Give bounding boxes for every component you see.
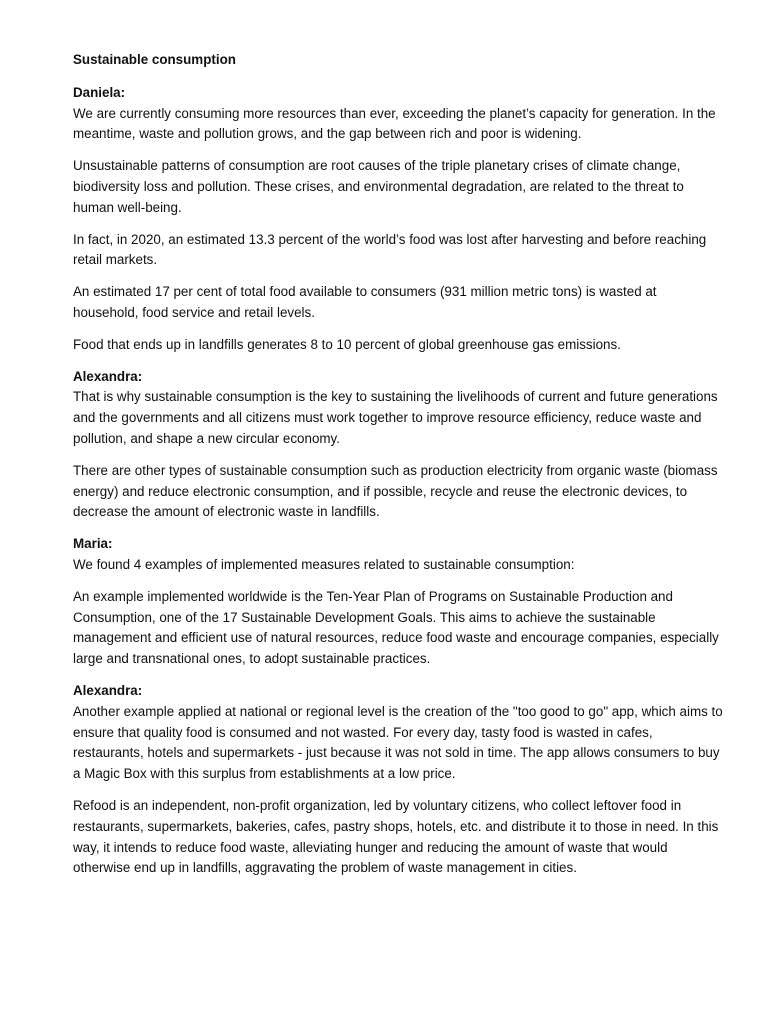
speaker-label: Alexandra:: [73, 682, 143, 698]
paragraph: In fact, in 2020, an estimated 13.3 percent of the world’s food was lost after harvesting and before reaching retail markets.: [73, 231, 707, 268]
speaker-label: Alexandra:: [73, 368, 143, 384]
paragraph: Refood is an independent, non-profit organization, led by voluntary citizens, who collect leftover food in restaurants, supermarkets, bakeries, cafes, pastry shops, hotels, etc. and distribute it to those in need. In this way, it intends to reduce food waste, alleviating hunger and reducing the amount of waste that would otherwise end up in landfills, aggravating the problem of waste management in cities.: [73, 797, 719, 876]
speaker-label: Daniela:: [73, 84, 126, 100]
paragraph: Another example applied at national or regional level is the creation of the "too good to go" app, which aims to ensure that quality food is consumed and not wasted. For every day, tasty food is wasted in cafes, restaurants, hotels and supermarkets - just because it was not sold in time. The app allows consumers to buy a Magic Box with this surplus from establishments at a low price.: [73, 703, 723, 782]
document-page: [73, 50, 723, 890]
paragraph: There are other types of sustainable consumption such as production electricity from organic waste (biomass energy) and reduce electronic consumption, and if possible, recycle and reuse the electronic devices, to decrease the amount of electronic waste in landfills.: [73, 462, 718, 520]
paragraph: Unsustainable patterns of consumption are root causes of the triple planetary crises of climate change, biodiversity loss and pollution. These crises, and environmental degradation, are related to the threat to human well-being.: [73, 158, 684, 215]
paragraph: We are currently consuming more resources than ever, exceeding the planet’s capacity for generation. In the meantime, waste and pollution grows, and the gap between rich and poor is widening.: [73, 105, 716, 142]
paragraph: Food that ends up in landfills generates 8 to 10 percent of global greenhouse gas emissions.: [73, 336, 621, 352]
paragraph: That is why sustainable consumption is the key to sustaining the livelihoods of current and future generations and the governments and all citizens must work together to improve resource efficiency, reduce waste and pollution, and shape a new circular economy.: [73, 389, 718, 446]
document-title: Sustainable consumption: [73, 52, 236, 67]
paragraph: An estimated 17 per cent of total food available to consumers (931 million metric tons) is wasted at household, food service and retail levels.: [73, 284, 657, 320]
speaker-label: Maria:: [73, 536, 113, 552]
paragraph: We found 4 examples of implemented measures related to sustainable consumption:: [73, 556, 575, 572]
paragraph: An example implemented worldwide is the Ten-Year Plan of Programs on Sustainable Production and Consumption, one of the 17 Sustainable Development Goals. This aims to achieve the sustainable management and efficient use of natural resources, reduce food waste and encourage companies, especially large and transnational ones, to adopt sustainable practices.: [73, 588, 719, 667]
